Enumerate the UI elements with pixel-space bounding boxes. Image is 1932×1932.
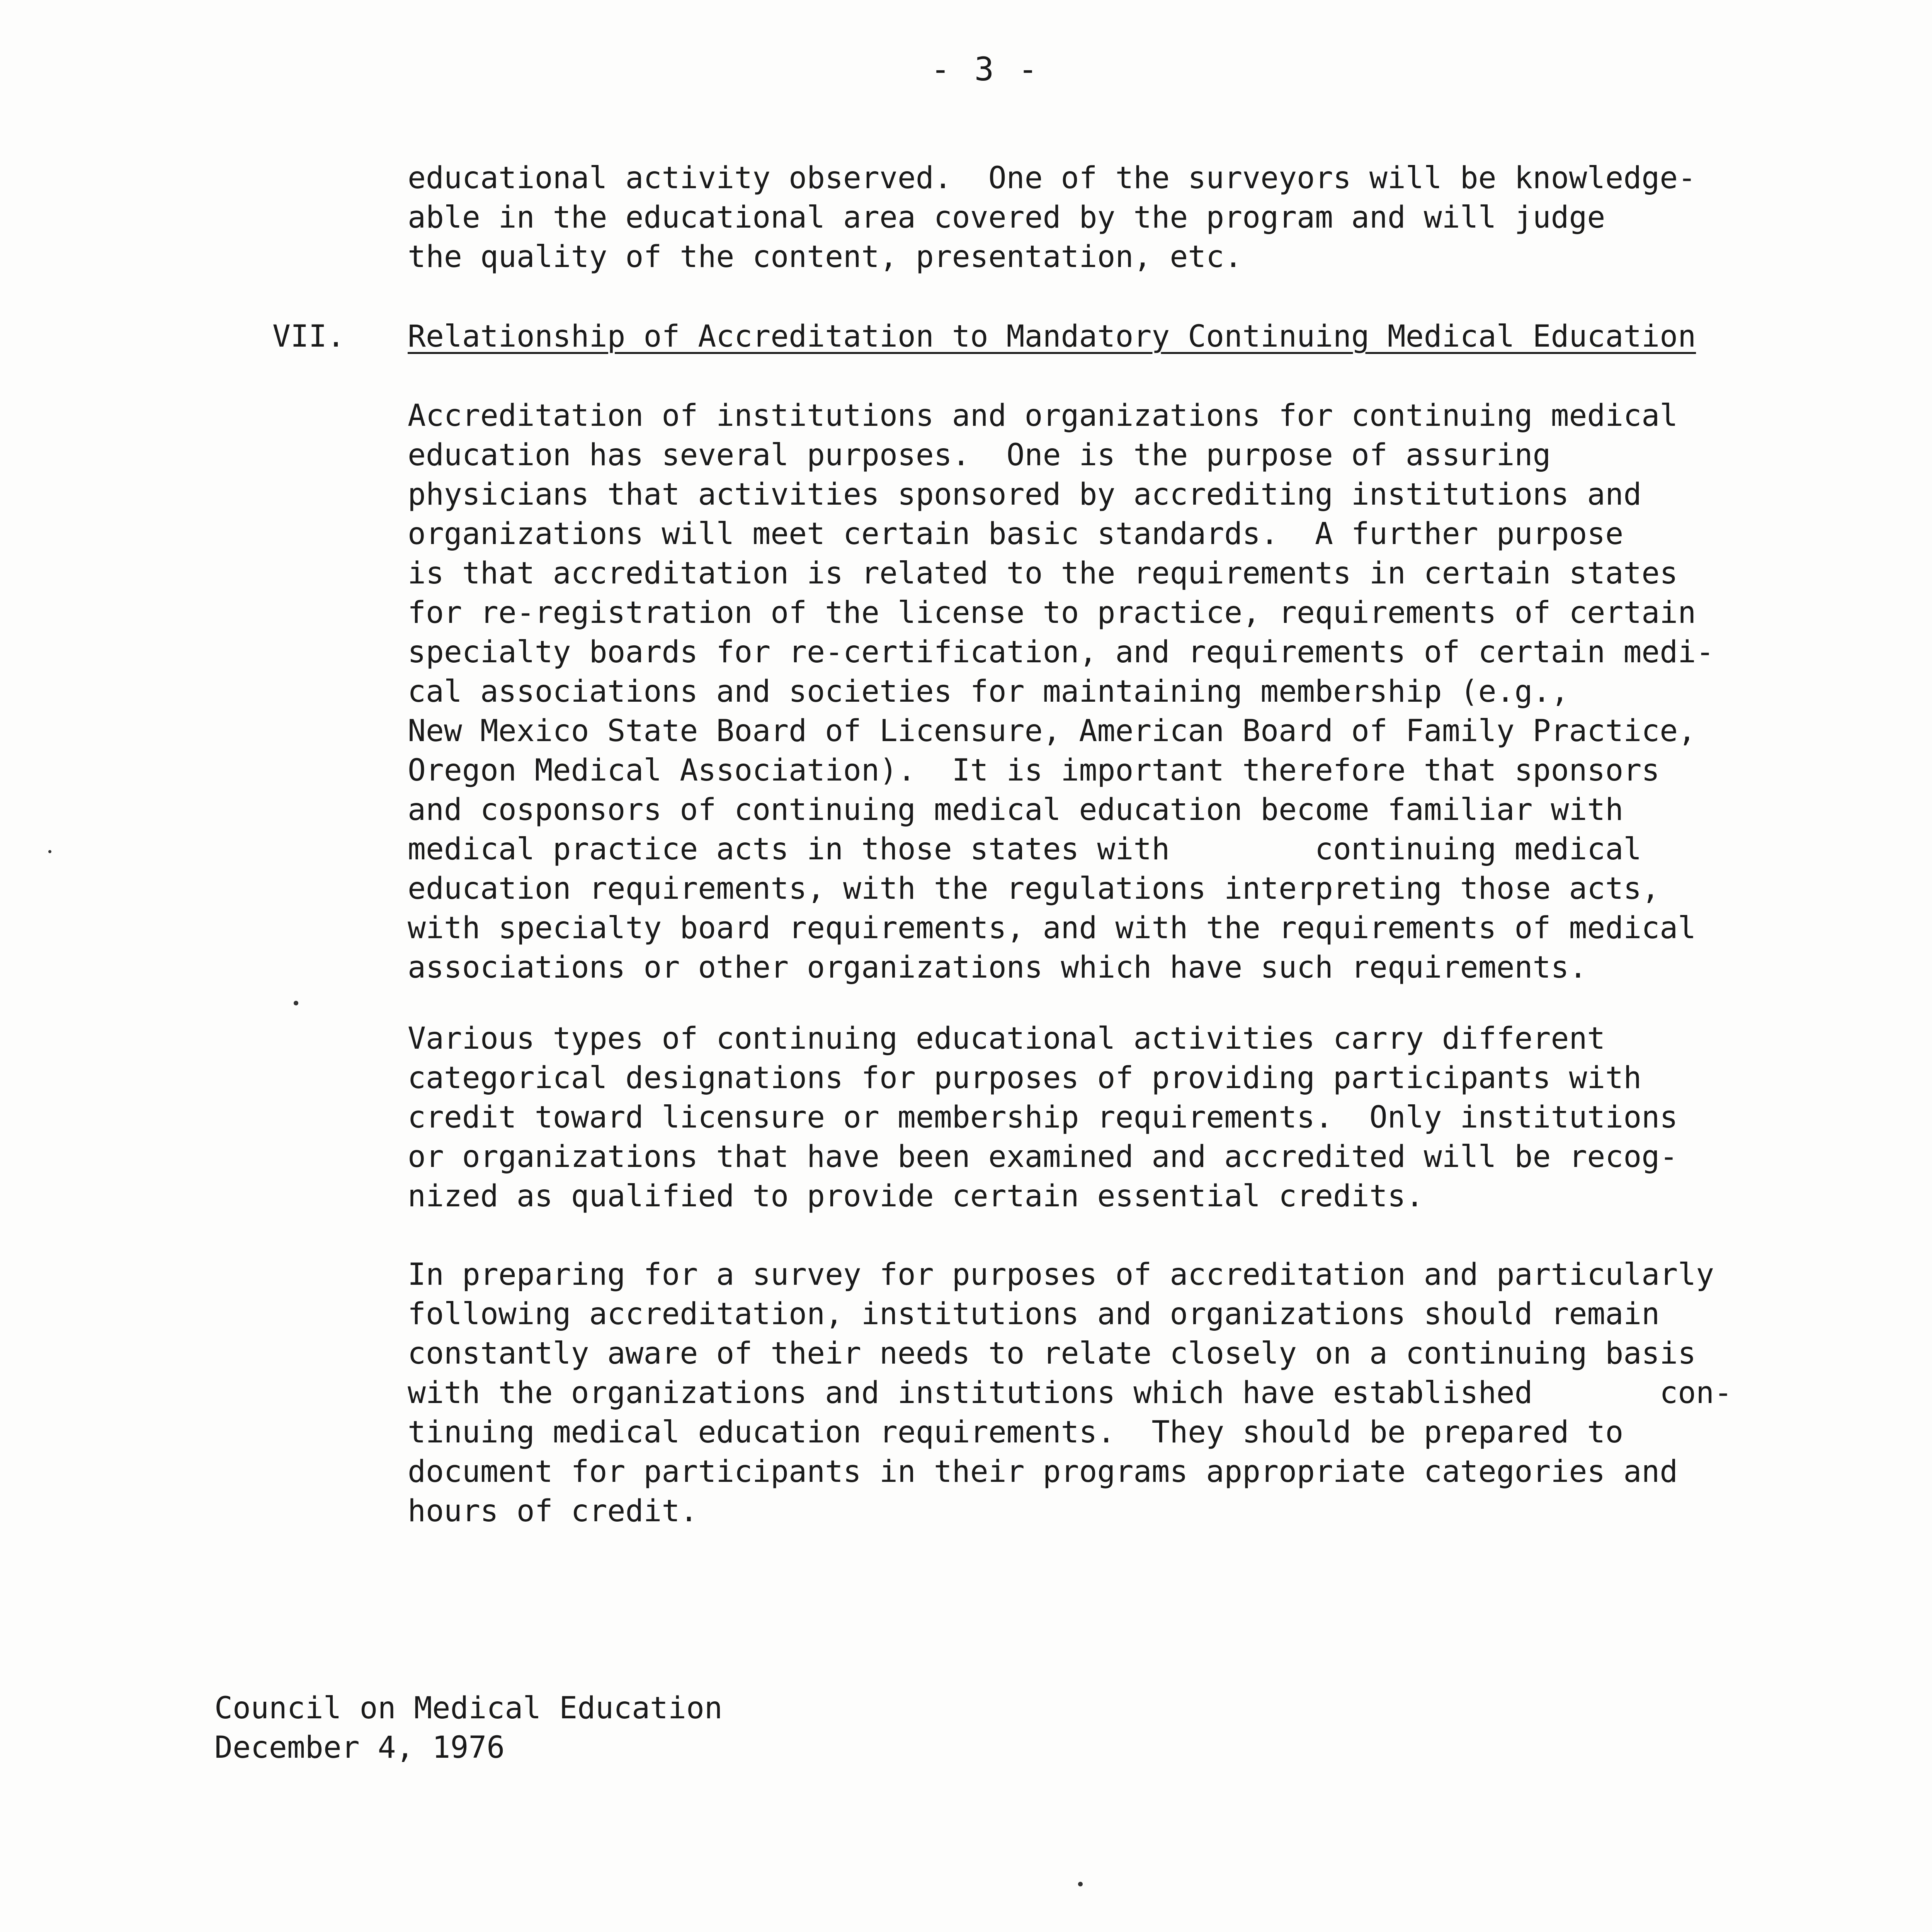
paragraph-line: tinuing medical education requirements. They should be prepared to: [408, 1415, 1624, 1450]
paragraph-line: categorical designations for purposes of providing participants with: [408, 1061, 1642, 1095]
section-heading: Relationship of Accreditation to Mandatory Continuing Medical Education: [408, 319, 1696, 354]
paragraph-line: for re-registration of the license to practice, requirements of certain: [408, 595, 1696, 630]
page-number: - 3 -: [930, 50, 1040, 88]
continued-paragraph: [408, 158, 1837, 277]
signature-block: [214, 1689, 723, 1767]
paragraph-line: Oregon Medical Association). It is important therefore that sponsors: [408, 753, 1660, 788]
signature-date: December 4, 1976: [214, 1730, 505, 1765]
paragraph-line: educational activity observed. One of the surveyors will be knowledge-: [408, 161, 1696, 196]
paragraph-line: organizations will meet certain basic standards. A further purpose: [408, 517, 1624, 551]
scan-speck: [294, 1001, 298, 1005]
paragraph-line: education has several purposes. One is the purpose of assuring: [408, 438, 1551, 473]
paragraph-line: with the organizations and institutions which have established con-: [408, 1376, 1733, 1410]
paragraph-line: specialty boards for re-certification, and requirements of certain medi-: [408, 635, 1714, 670]
paragraph-line: constantly aware of their needs to relate closely on a continuing basis: [408, 1336, 1696, 1371]
paragraph-line: or organizations that have been examined and accredited will be recog-: [408, 1139, 1678, 1174]
signature-organization: Council on Medical Education: [214, 1691, 723, 1726]
paragraph-line: hours of credit.: [408, 1494, 698, 1529]
paragraph-line: Various types of continuing educational activities carry different: [408, 1021, 1605, 1056]
paragraph-line: the quality of the content, presentation, etc.: [408, 240, 1243, 274]
paragraph-line: is that accreditation is related to the requirements in certain states: [408, 556, 1678, 591]
paragraph-line: physicians that activities sponsored by accrediting institutions and: [408, 477, 1642, 512]
paragraph-line: In preparing for a survey for purposes of accreditation and particularly: [408, 1257, 1714, 1292]
paragraph-line: medical practice acts in those states with continuing medical: [408, 832, 1642, 867]
paragraph-line: nized as qualified to provide certain essential credits.: [408, 1179, 1424, 1214]
paragraph-line: cal associations and societies for maintaining membership (e.g.,: [408, 674, 1569, 709]
paragraph-line: document for participants in their programs appropriate categories and: [408, 1454, 1678, 1489]
section-number: VII.: [272, 319, 345, 354]
paragraph-line: Accreditation of institutions and organizations for continuing medical: [408, 398, 1678, 433]
paragraph-line: New Mexico State Board of Licensure, American Board of Family Practice,: [408, 714, 1696, 748]
paragraph-credit-designations: [408, 1019, 1837, 1216]
paragraph-line: and cosponsors of continuing medical education become familiar with: [408, 793, 1624, 827]
paragraph-line: able in the educational area covered by the program and will judge: [408, 200, 1605, 235]
scan-speck: [1078, 1882, 1083, 1886]
paragraph-line: following accreditation, institutions and organizations should remain: [408, 1297, 1660, 1332]
paragraph-survey-preparation: [408, 1255, 1837, 1531]
paragraph-line: education requirements, with the regulations interpreting those acts,: [408, 871, 1660, 906]
paragraph-line: associations or other organizations which have such requirements.: [408, 950, 1587, 985]
paragraph-line: with specialty board requirements, and with the requirements of medical: [408, 911, 1696, 946]
paragraph-accreditation-purposes: [408, 396, 1837, 987]
scan-speck: [48, 850, 51, 853]
paragraph-line: credit toward licensure or membership requirements. Only institutions: [408, 1100, 1678, 1135]
